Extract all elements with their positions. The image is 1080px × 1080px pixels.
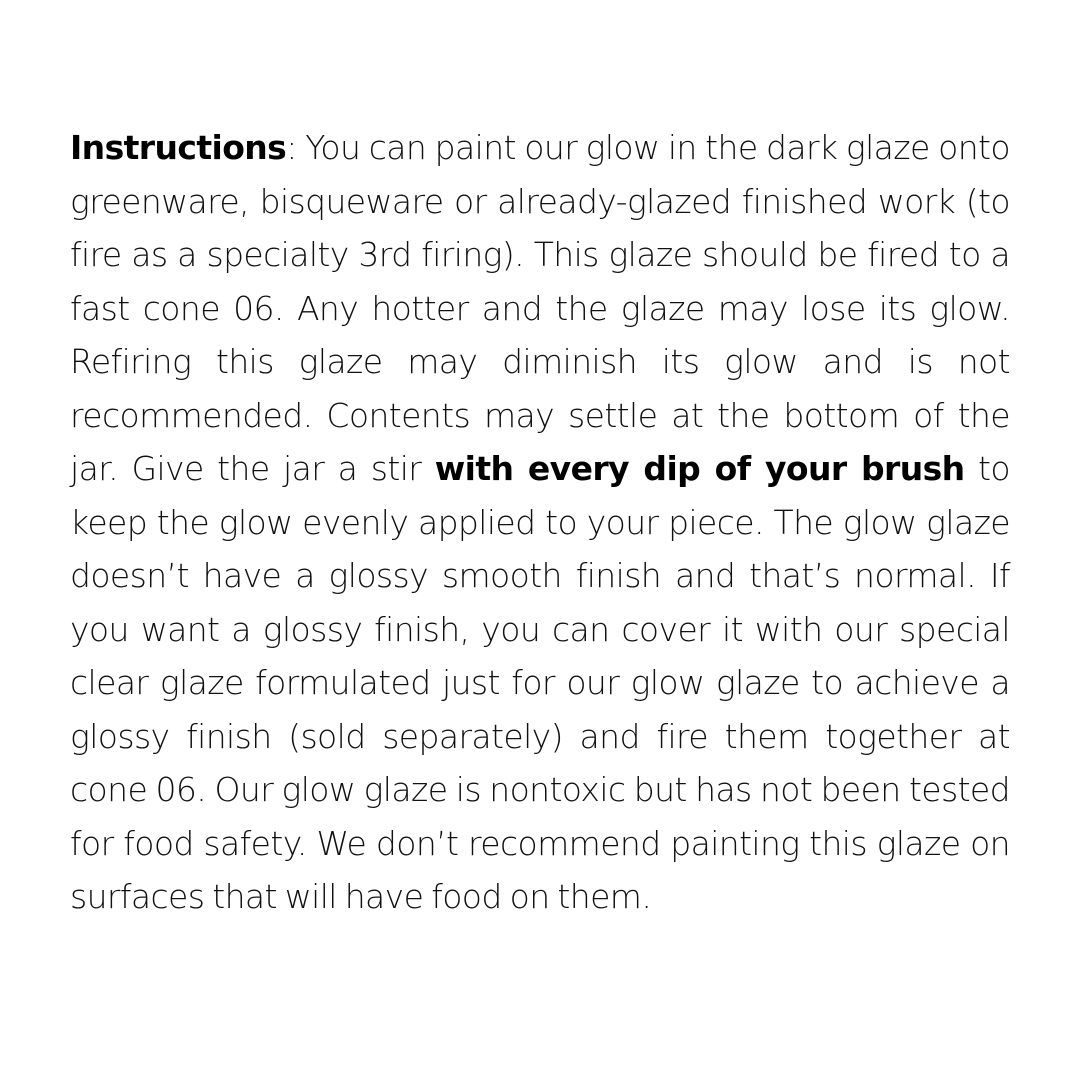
instructions-colon: :	[286, 128, 297, 167]
instructions-emphasis: with every dip of your brush	[434, 449, 965, 488]
instructions-label: Instructions	[70, 128, 287, 167]
instructions-text-part-1: You can paint our glow in the dark glaze onto greenware, bisqueware or already-glazed finished work (to fire as a specialty 3rd firing). This glaze should be fired to a fast cone 06. Any hotter and the glaze may lose its glow. Refiring this glaze may diminish its glow and is not recommended. Contents may settle at the bottom of the jar. Give the jar a stir	[70, 128, 1010, 488]
instructions-paragraph	[70, 121, 1010, 924]
instructions-text-part-2: to keep the glow evenly applied to your piece. The glow glaze doesn’t have a glossy smooth finish and that’s normal. If you want a glossy finish, you can cover it with our special clear glaze formulated just for our glow glaze to achieve a glossy finish (sold separately) and fire them together at cone 06. Our glow glaze is nontoxic but has not been tested for food safety. We don’t recommend painting this glaze on surfaces that will have food on them.	[70, 449, 1010, 916]
